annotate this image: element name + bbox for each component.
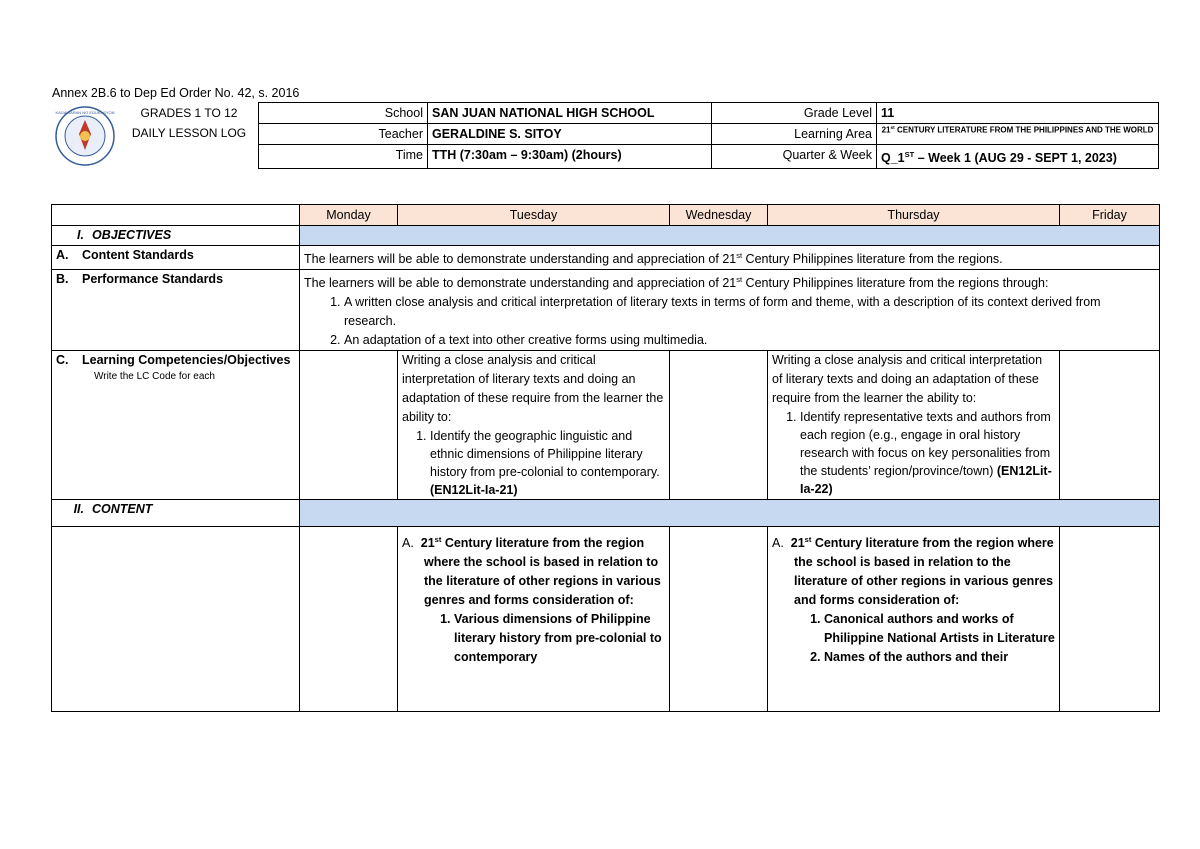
performance-standards-text: The learners will be able to demonstrate understanding and appreciation of 21st Century Philippines literature from the regions through: 1. A written close analysis and critical interpretation of literary texts in terms of form and theme, with a description of its context derived from research. 2. An adaptation of a text into other creative forms using multimedia. — [300, 270, 1160, 351]
day-tuesday: Tuesday — [398, 205, 670, 226]
competencies-tuesday: Writing a close analysis and critical interpretation of literary texts and doing an adaptation of these require from the learner the ability to: 1. Identify the geographic linguistic and ethnic dimensions of Philippine literary history from pre-colonial to contemporary. (EN12Lit-Ia-21) — [398, 351, 670, 500]
teacher-value: GERALDINE S. SITOY — [428, 124, 712, 145]
seal-text: KAGAWARAN NG EDUKASYON — [55, 110, 115, 115]
grade-value: 11 — [877, 103, 1159, 124]
content-row — [52, 527, 1160, 712]
quarter-label: Quarter & Week — [712, 145, 877, 169]
teacher-label: Teacher — [259, 124, 428, 145]
content-tuesday: A. 21st Century literature from the region where the school is based in relation to the literature of other regions in various genres and forms consideration of: 1. Various dimensions of Philippine literary history from pre-colonial to contemporary — [398, 527, 670, 712]
area-value: 21st CENTURY LITERATURE FROM THE PHILIPPINES AND THE WORLD — [877, 124, 1159, 145]
performance-item: 1. A written close analysis and critical interpretation of literary texts in terms of form and theme, with a description of its context derived from research. — [344, 293, 1155, 331]
day-monday: Monday — [300, 205, 398, 226]
corner-cell — [52, 205, 300, 226]
header-table — [258, 102, 1159, 169]
objectives-heading: I. OBJECTIVES — [52, 226, 300, 246]
content-label-cell — [52, 527, 300, 712]
day-friday: Friday — [1060, 205, 1160, 226]
area-label: Learning Area — [712, 124, 877, 145]
form-line1: GRADES 1 TO 12 — [140, 106, 238, 120]
form-title — [121, 103, 257, 143]
content-heading-row — [52, 500, 1160, 527]
competencies-wednesday — [670, 351, 768, 500]
performance-standards-row — [52, 270, 1160, 351]
content-band — [300, 500, 1160, 527]
deped-seal-icon — [55, 106, 115, 166]
content-wednesday — [670, 527, 768, 712]
competencies-monday — [300, 351, 398, 500]
form-line2: DAILY LESSON LOG — [131, 126, 247, 140]
objectives-band — [300, 226, 1160, 246]
content-thursday: A. 21st Century literature from the region where the school is based in relation to the literature of other regions in various genres and forms consideration of: 1. Canonical authors and works of Philippine National Artists in Literature 2. Names of the authors and their — [768, 527, 1060, 712]
day-wednesday: Wednesday — [670, 205, 768, 226]
competencies-label: C. Learning Competencies/Objectives Write the LC Code for each — [52, 351, 300, 500]
content-standards-row — [52, 246, 1160, 270]
competencies-friday — [1060, 351, 1160, 500]
grade-label: Grade Level — [712, 103, 877, 124]
competencies-row — [52, 351, 1160, 500]
school-label: School — [259, 103, 428, 124]
day-thursday: Thursday — [768, 205, 1060, 226]
time-label: Time — [259, 145, 428, 169]
content-friday — [1060, 527, 1160, 712]
day-header-row — [52, 205, 1160, 226]
objectives-row — [52, 226, 1160, 246]
content-heading: II. CONTENT — [52, 500, 300, 527]
lesson-log-table — [51, 204, 1160, 712]
quarter-value: Q_1ST – Week 1 (AUG 29 - SEPT 1, 2023) — [877, 145, 1159, 169]
content-monday — [300, 527, 398, 712]
competencies-sublabel: Write the LC Code for each — [94, 371, 215, 383]
school-value: SAN JUAN NATIONAL HIGH SCHOOL — [428, 103, 712, 124]
performance-item: 2. An adaptation of a text into other creative forms using multimedia. — [344, 331, 1155, 350]
content-standards-text: The learners will be able to demonstrate understanding and appreciation of 21st Century Philippines literature from the regions. — [300, 246, 1160, 270]
annex-title: Annex 2B.6 to Dep Ed Order No. 42, s. 2016 — [52, 86, 300, 100]
performance-standards-label: B. Performance Standards — [52, 270, 300, 351]
time-value: TTH (7:30am – 9:30am) (2hours) — [428, 145, 712, 169]
content-standards-label: A. Content Standards — [52, 246, 300, 270]
competencies-thursday: Writing a close analysis and critical interpretation of literary texts and doing an adaptation of these require from the learner the ability to: 1. Identify representative texts and authors from each region (e.g., engage in oral history research with focus on key personalities from the students’ region/province/town) (EN12Lit-Ia-22) — [768, 351, 1060, 500]
